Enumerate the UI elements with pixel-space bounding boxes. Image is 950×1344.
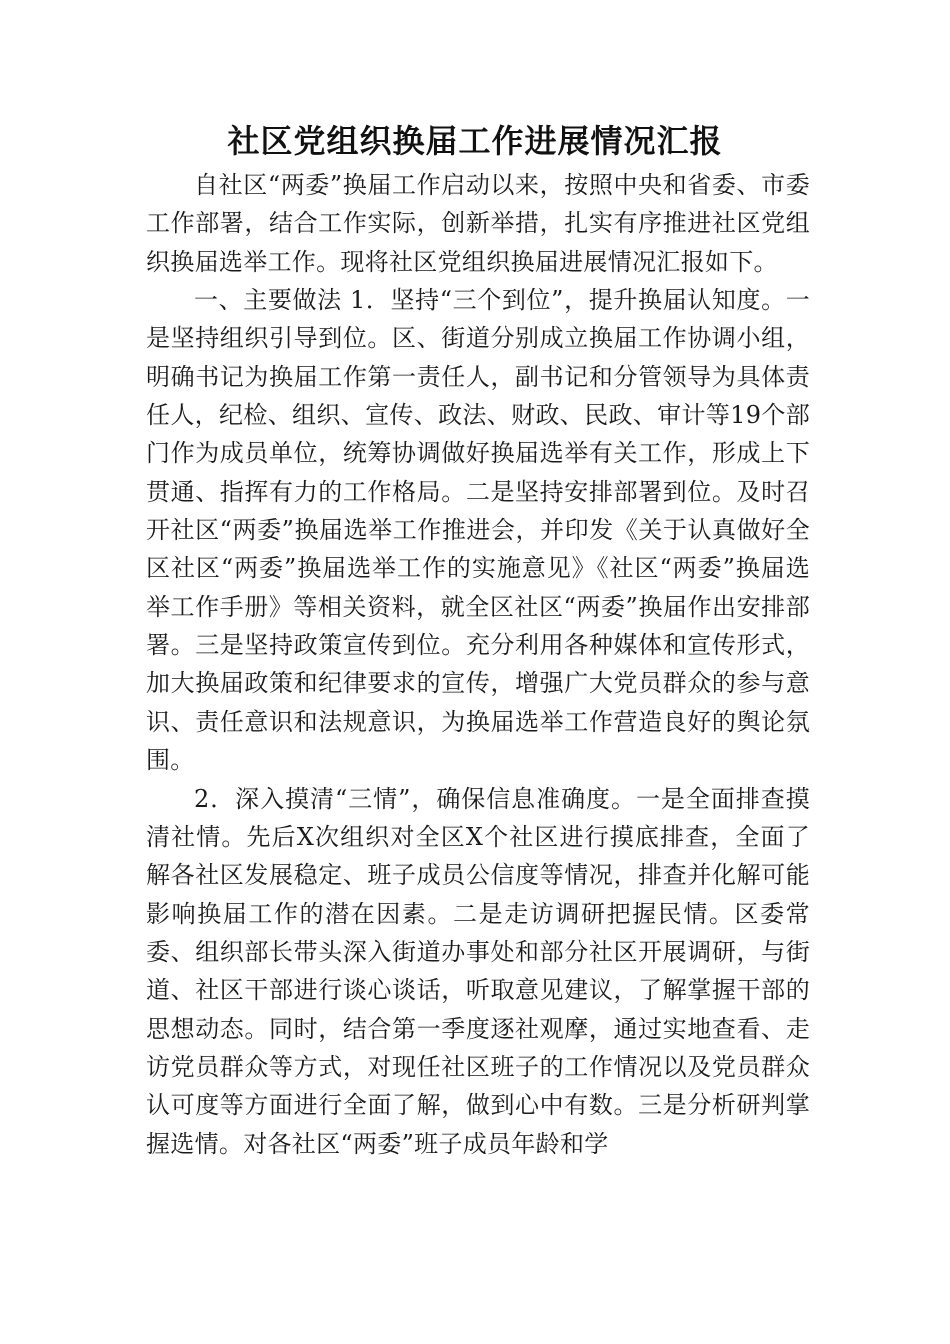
document-body	[146, 166, 810, 1163]
paragraph-section-1: 一、主要做法 1．坚持“三个到位”，提升换届认知度。一是坚持组织引导到位。区、街道分别成立换届工作协调小组，明确书记为换届工作第一责任人，副书记和分管领导为具体责任人，纪检、组织、宣传、政法、财政、民政、审计等19个部门作为成员单位，统筹协调做好换届选举有关工作，形成上下贯通、指挥有力的工作格局。二是坚持安排部署到位。及时召开社区“两委”换届选举工作推进会，并印发《关于认真做好全区社区“两委”换届选举工作的实施意见》《社区“两委”换届选举工作手册》等相关资料，就全区社区“两委”换届作出安排部署。三是坚持政策宣传到位。充分利用各种媒体和宣传形式，加大换届政策和纪律要求的宣传，增强广大党员群众的参与意识、责任意识和法规意识，为换届选举工作营造良好的舆论氛围。	[146, 286, 810, 775]
paragraph-intro: 自社区“两委”换届工作启动以来，按照中央和省委、市委工作部署，结合工作实际，创新举措，扎实有序推进社区党组织换届选举工作。现将社区党组织换届进展情况汇报如下。	[146, 171, 810, 276]
paragraph-section-2: 2．深入摸清“三情”，确保信息准确度。一是全面排查摸清社情。先后X次组织对全区X个社区进行摸底排查，全面了解各社区发展稳定、班子成员公信度等情况，排查并化解可能影响换届工作的潜在因素。二是走访调研把握民情。区委常委、组织部长带头深入街道办事处和部分社区开展调研，与街道、社区干部进行谈心谈话，听取意见建议，了解掌握干部的思想动态。同时，结合第一季度逐社观摩，通过实地查看、走访党员群众等方式，对现任社区班子的工作情况以及党员群众认可度等方面进行全面了解，做到心中有数。三是分析研判掌握选情。对各社区“两委”班子成员年龄和学	[146, 784, 810, 1158]
document-title: 社区党组织换届工作进展情况汇报	[227, 122, 723, 160]
